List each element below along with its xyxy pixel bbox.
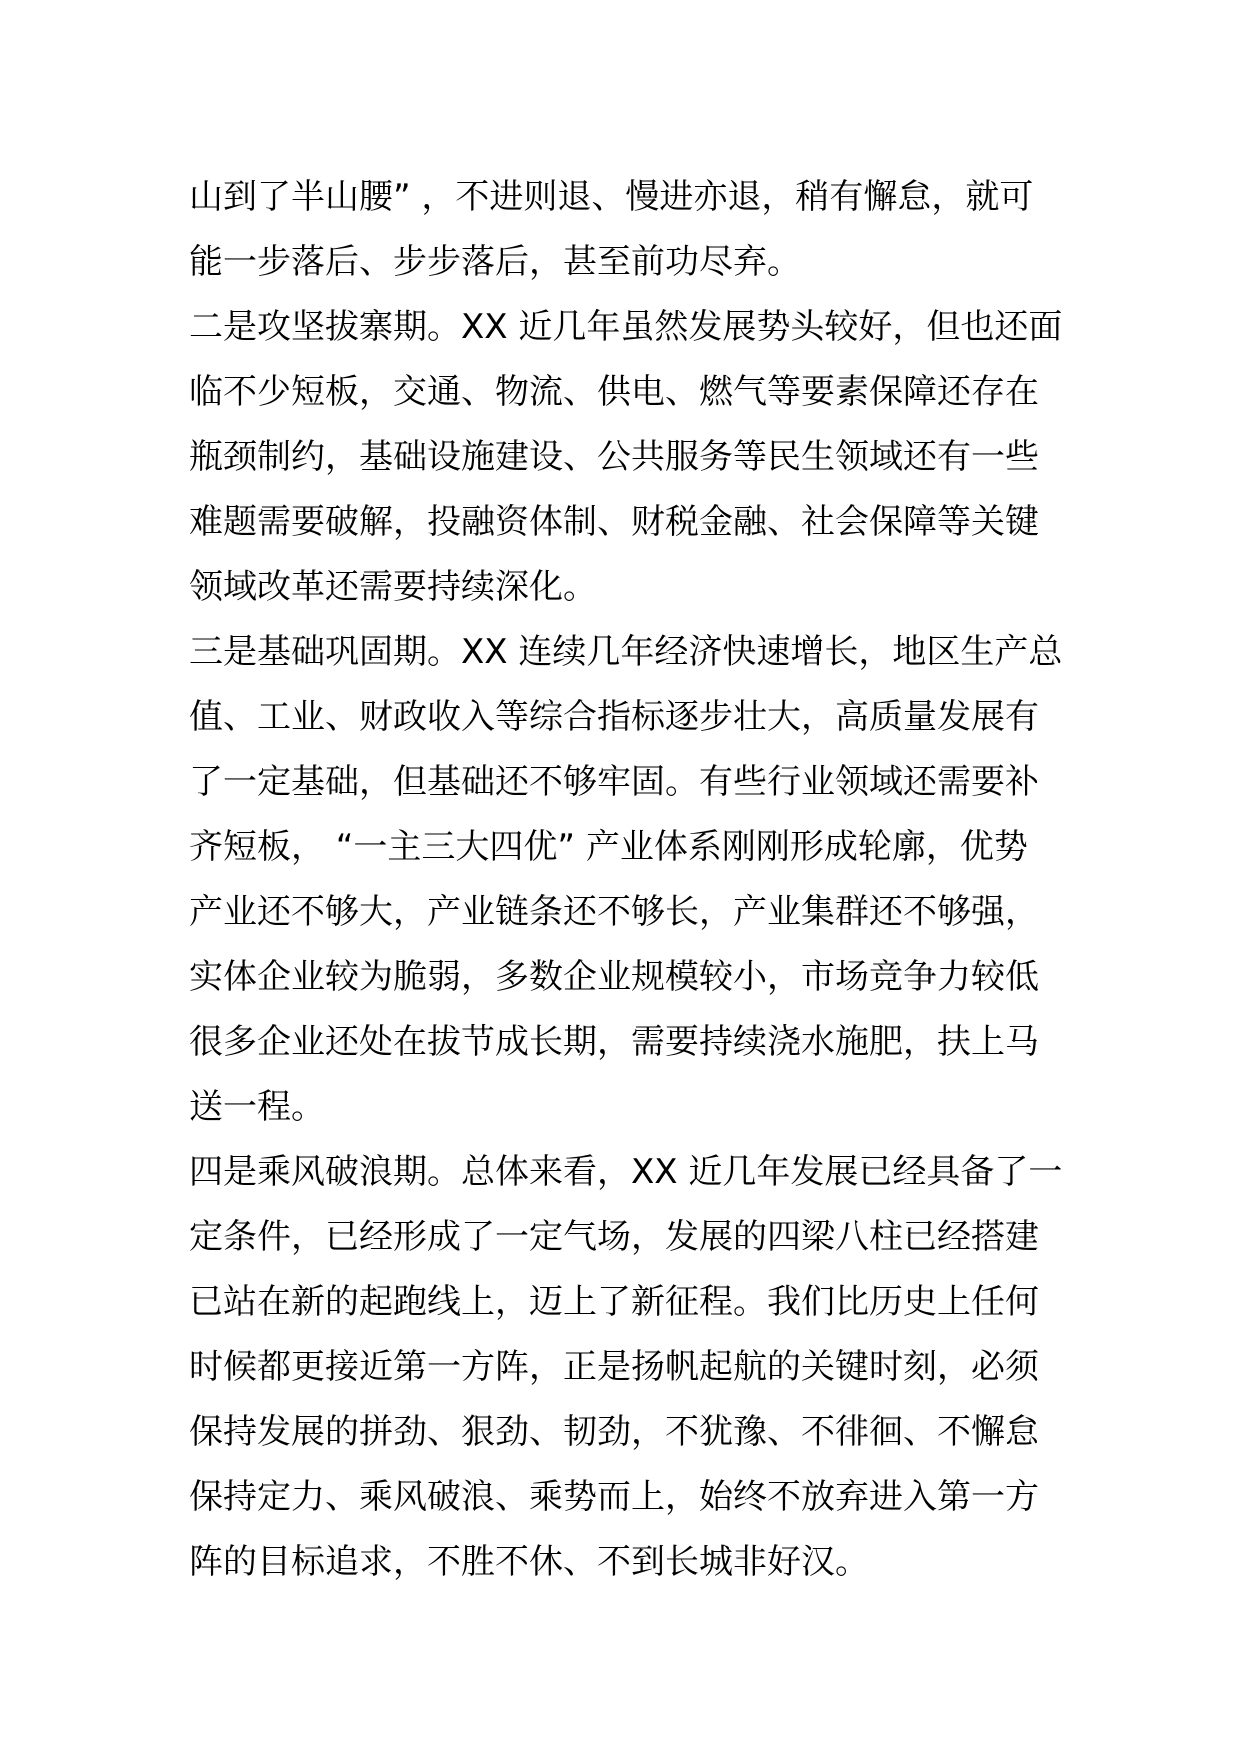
text-line: 保持发展的拼劲、狠劲、韧劲，不犹豫、不徘徊、不懈怠 (189, 1412, 1039, 1452)
text-line: 保持定力、乘风破浪、乘势而上，始终不放弃进入第一方 (189, 1477, 1039, 1517)
text-line: 齐短板， “一主三大四优” 产业体系刚刚形成轮廓，优势 (189, 827, 1028, 867)
text-line: 瓶颈制约，基础设施建设、公共服务等民生领域还有一些 (189, 437, 1039, 477)
text-line: 实体企业较为脆弱，多数企业规模较小，市场竞争力较低 (189, 957, 1039, 997)
text-line: 定条件，已经形成了一定气场，发展的四梁八柱已经搭建 (189, 1217, 1039, 1257)
text-line: 阵的目标追求，不胜不休、不到长城非好汉。 (189, 1542, 869, 1582)
text-line: 二是攻坚拔寨期。XX 近几年虽然发展势头较好，但也还面 (189, 307, 1063, 347)
text-line: 四是乘风破浪期。总体来看，XX 近几年发展已经具备了一 (189, 1152, 1063, 1192)
text-line: 送一程。 (189, 1087, 325, 1127)
text-line: 能一步落后、步步落后，甚至前功尽弃。 (189, 242, 801, 282)
text-line: 了一定基础，但基础还不够牢固。有些行业领域还需要补 (189, 762, 1039, 802)
text-line: 时候都更接近第一方阵，正是扬帆起航的关键时刻，必须 (189, 1347, 1039, 1387)
text-line: 三是基础巩固期。XX 连续几年经济快速增长，地区生产总 (189, 632, 1063, 672)
text-line: 值、工业、财政收入等综合指标逐步壮大，高质量发展有 (189, 697, 1039, 737)
text-line: 很多企业还处在拔节成长期，需要持续浇水施肥，扶上马 (189, 1022, 1039, 1062)
text-line: 山到了半山腰” ，不进则退、慢进亦退，稍有懈怠，就可 (189, 177, 1034, 217)
body-text (189, 165, 1069, 1595)
text-line: 领域改革还需要持续深化。 (189, 567, 597, 607)
text-line: 难题需要破解，投融资体制、财税金融、社会保障等关键 (189, 502, 1039, 542)
text-line: 已站在新的起跑线上，迈上了新征程。我们比历史上任何 (189, 1282, 1039, 1322)
text-line: 临不少短板，交通、物流、供电、燃气等要素保障还存在 (189, 372, 1039, 412)
text-line: 产业还不够大，产业链条还不够长，产业集群还不够强， (189, 892, 1039, 932)
